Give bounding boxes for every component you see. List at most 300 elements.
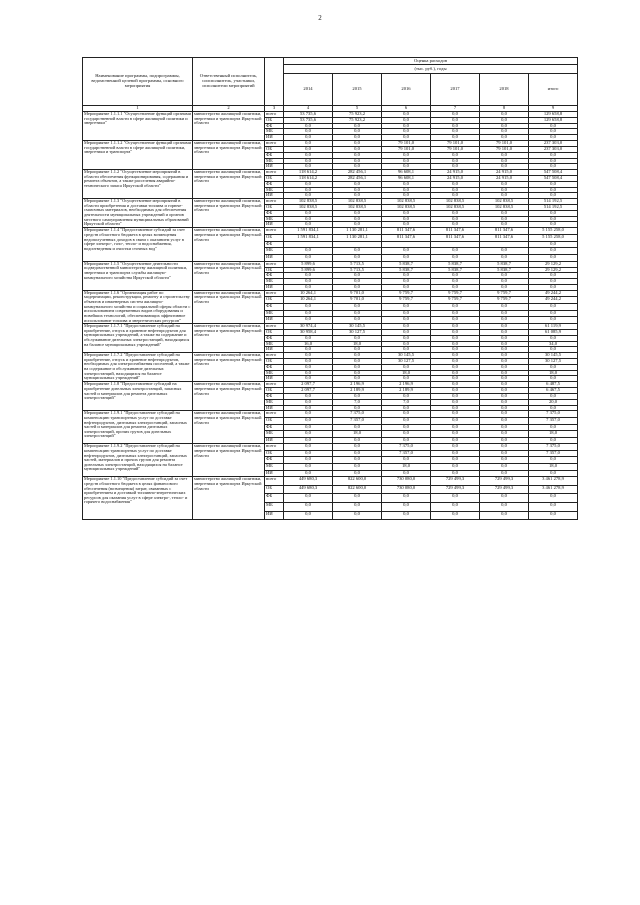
year-value-cell: 0,0 bbox=[333, 457, 382, 464]
year-value-cell: 0,0 bbox=[480, 450, 529, 457]
table-body bbox=[83, 112, 578, 520]
year-value-cell: 0,0 bbox=[382, 437, 431, 444]
total-value-cell: 0,0 bbox=[529, 376, 578, 382]
year-value-cell: 0,0 bbox=[431, 158, 480, 164]
year-value-cell: 0,0 bbox=[284, 123, 333, 129]
year-value-cell: 0,0 bbox=[431, 123, 480, 129]
year-value-cell: 102 838,5 bbox=[284, 205, 333, 211]
year-value-cell: 0,0 bbox=[284, 164, 333, 170]
funding-source: всего bbox=[265, 261, 284, 267]
year-value-cell: 118 614,2 bbox=[284, 175, 333, 181]
year-value-cell: 0,0 bbox=[284, 444, 333, 451]
year-value-cell: 0,0 bbox=[333, 146, 382, 152]
year-value-cell: 0,0 bbox=[480, 399, 529, 405]
year-value-cell: 0,0 bbox=[284, 146, 333, 152]
year-value-cell: 822 600,0 bbox=[333, 477, 382, 486]
year-value-cell: 0,0 bbox=[333, 181, 382, 187]
funding-source: ФБ bbox=[265, 181, 284, 187]
year-value-cell: 7 357,0 bbox=[333, 417, 382, 424]
year-value-cell: 30 145,5 bbox=[382, 353, 431, 359]
year-value-cell: 102 838,5 bbox=[382, 205, 431, 211]
total-value-cell: 0,0 bbox=[529, 129, 578, 135]
funding-source: МБ bbox=[265, 341, 284, 347]
year-value-cell: 9 759,7 bbox=[382, 297, 431, 304]
year-value-cell: 449 680,3 bbox=[284, 485, 333, 494]
year-value-cell bbox=[431, 241, 480, 248]
year-value-cell: 0,0 bbox=[480, 359, 529, 365]
year-value-cell: 0,0 bbox=[480, 193, 529, 199]
year-value-cell: 30 974,4 bbox=[284, 324, 333, 330]
year-value-cell: 0,0 bbox=[431, 117, 480, 123]
year-value-cell: 0,0 bbox=[382, 424, 431, 431]
year-value-cell: 10 264,1 bbox=[284, 297, 333, 304]
year-value-cell: 102 838,5 bbox=[431, 205, 480, 211]
column-index: 8 bbox=[480, 106, 529, 112]
year-value-cell: 30 127,5 bbox=[333, 329, 382, 335]
year-value-cell: 0,0 bbox=[382, 279, 431, 285]
year-value-cell: 0,0 bbox=[333, 187, 382, 193]
year-value-cell: 0,0 bbox=[480, 494, 529, 503]
total-value-cell: 61 119,9 bbox=[529, 324, 578, 330]
funding-source: ОБ bbox=[265, 205, 284, 211]
year-value-cell: 0,0 bbox=[382, 152, 431, 158]
year-value-cell: 79 101,0 bbox=[382, 146, 431, 152]
funding-source: МБ bbox=[265, 431, 284, 438]
year-value-cell: 0,0 bbox=[382, 117, 431, 123]
funding-source: МБ bbox=[265, 248, 284, 255]
year-value-cell: 0,0 bbox=[382, 347, 431, 353]
year-value-cell: 0,0 bbox=[431, 255, 480, 262]
year-value-cell: 102 838,5 bbox=[382, 199, 431, 205]
total-value-cell: 6 467,5 bbox=[529, 388, 578, 394]
year-value-cell: 0,0 bbox=[333, 353, 382, 359]
year-value-cell: 102 838,5 bbox=[431, 199, 480, 205]
year-value-cell: 118 614,2 bbox=[284, 170, 333, 176]
year-value-cell bbox=[480, 241, 529, 248]
funding-source: ОБ bbox=[265, 175, 284, 181]
total-value-cell: 5 155 258,0 bbox=[529, 234, 578, 241]
funding-source: ИИ bbox=[265, 193, 284, 199]
year-value-cell: 0,0 bbox=[382, 470, 431, 477]
year-value-cell: 729 499,3 bbox=[431, 485, 480, 494]
year-value-cell: 0,0 bbox=[431, 310, 480, 317]
funding-source: всего bbox=[265, 444, 284, 451]
column-index: 4 bbox=[284, 106, 333, 112]
year-value-cell: 0,0 bbox=[480, 273, 529, 279]
year-header: 2015 bbox=[333, 74, 382, 106]
total-value-cell: 0,0 bbox=[529, 255, 578, 262]
year-value-cell: 0,0 bbox=[382, 405, 431, 411]
year-value-cell: 0,0 bbox=[480, 164, 529, 170]
year-value-cell: 0,0 bbox=[382, 335, 431, 341]
funding-source: ОБ bbox=[265, 297, 284, 304]
year-value-cell: 0,0 bbox=[480, 222, 529, 228]
year-value-cell: 0,0 bbox=[431, 329, 480, 335]
funding-source: ФБ bbox=[265, 335, 284, 341]
year-value-cell: 0,0 bbox=[480, 405, 529, 411]
year-value-cell: 0,0 bbox=[431, 353, 480, 359]
funding-source: всего bbox=[265, 112, 284, 118]
year-value-cell: 0,0 bbox=[333, 470, 382, 477]
year-value-cell: 0,0 bbox=[333, 494, 382, 503]
year-value-cell: 2 196,9 bbox=[333, 382, 382, 388]
year-value-cell: 9 759,7 bbox=[480, 297, 529, 304]
year-value-cell: 102 838,5 bbox=[480, 199, 529, 205]
funding-source: всего bbox=[265, 290, 284, 297]
total-value-cell: 547 508,4 bbox=[529, 170, 578, 176]
column-index: 7 bbox=[431, 106, 480, 112]
total-header: итого bbox=[529, 74, 578, 106]
year-value-cell: 0,0 bbox=[431, 181, 480, 187]
year-value-cell: 10 264,1 bbox=[284, 290, 333, 297]
funding-source: ОБ bbox=[265, 359, 284, 365]
activity-executor: министерство жилищной политики, энергетики и транспорта Иркутской области bbox=[193, 290, 265, 323]
program-name-header: Наименование программы, подпрограммы, ведомственной целевой программы, основного мероприятия bbox=[83, 58, 193, 106]
funding-source: ИИ bbox=[265, 317, 284, 324]
year-value-cell: 0,0 bbox=[284, 279, 333, 285]
year-value-cell: 0,0 bbox=[431, 341, 480, 347]
year-value-cell: 0,0 bbox=[480, 181, 529, 187]
year-value-cell: 0,0 bbox=[480, 112, 529, 118]
year-value-cell: 811 347,6 bbox=[431, 228, 480, 235]
total-value-cell: 0,0 bbox=[529, 187, 578, 193]
year-value-cell: 0,0 bbox=[333, 135, 382, 141]
funding-source: всего bbox=[265, 353, 284, 359]
year-value-cell: 0,0 bbox=[284, 222, 333, 228]
year-value-cell: 0,0 bbox=[333, 444, 382, 451]
year-value-cell: 0,0 bbox=[480, 347, 529, 353]
year-value-cell: 0,0 bbox=[284, 470, 333, 477]
year-value-cell: 0,0 bbox=[480, 364, 529, 370]
funding-source: ИИ bbox=[265, 284, 284, 290]
funding-source: ИИ bbox=[265, 437, 284, 444]
year-value-cell: 0,0 bbox=[333, 193, 382, 199]
year-value-cell: 1 130 281,1 bbox=[333, 234, 382, 241]
year-value-cell: 5 713,5 bbox=[333, 267, 382, 273]
year-value-cell: 0,0 bbox=[333, 158, 382, 164]
total-value-cell: 3 461 278,9 bbox=[529, 485, 578, 494]
year-value-cell: 0,0 bbox=[284, 216, 333, 222]
total-value-cell: 34,0 bbox=[529, 341, 578, 347]
total-value-cell: 0,0 bbox=[529, 279, 578, 285]
estimate-title: Оценка расходов bbox=[284, 58, 578, 65]
year-value-cell: 0,0 bbox=[284, 141, 333, 147]
year-value-cell: 5 838,7 bbox=[382, 261, 431, 267]
year-value-cell: 0,0 bbox=[480, 417, 529, 424]
year-value-cell: 0,0 bbox=[333, 511, 382, 520]
year-value-cell: 0,0 bbox=[382, 417, 431, 424]
funding-source: ИИ bbox=[265, 164, 284, 170]
year-value-cell: 0,0 bbox=[333, 152, 382, 158]
funding-source: МБ bbox=[265, 399, 284, 405]
year-value-cell: 0,0 bbox=[480, 376, 529, 382]
year-value-cell: 0,0 bbox=[284, 437, 333, 444]
year-value-cell: 0,0 bbox=[480, 123, 529, 129]
funding-source: МБ bbox=[265, 464, 284, 471]
funding-source: ФБ bbox=[265, 457, 284, 464]
year-value-cell: 1 591 834,1 bbox=[284, 234, 333, 241]
year-value-cell: 18,0 bbox=[382, 370, 431, 376]
activity-name: Мероприятие 1.1.7.2 "Предоставление субсидий на приобретение, отпуск и хранение нефтепродуктов, необходимых для электроснабжения поселений, а также на содержание и обслуживание дизельных электростанций, находящихся на балансе муниципальных учреждений" bbox=[83, 353, 193, 382]
year-value-cell: 79 101,0 bbox=[480, 146, 529, 152]
year-value-cell: 7 375,0 bbox=[333, 411, 382, 418]
year-value-cell: 0,0 bbox=[431, 388, 480, 394]
year-value-cell: 0,0 bbox=[431, 279, 480, 285]
year-value-cell: 0,0 bbox=[284, 284, 333, 290]
year-value-cell: 0,0 bbox=[284, 193, 333, 199]
year-value-cell: 0,0 bbox=[382, 317, 431, 324]
year-value-cell: 0,0 bbox=[333, 279, 382, 285]
activity-executor: министерство жилищной политики, энергетики и транспорта Иркутской области bbox=[193, 382, 265, 411]
year-value-cell: 0,0 bbox=[431, 364, 480, 370]
funding-source: ОБ bbox=[265, 117, 284, 123]
total-value-cell: 49 244,2 bbox=[529, 297, 578, 304]
year-value-cell: 102 838,5 bbox=[333, 205, 382, 211]
year-value-cell: 0,0 bbox=[480, 370, 529, 376]
year-value-cell: 53 735,6 bbox=[284, 117, 333, 123]
year-value-cell: 0,0 bbox=[284, 187, 333, 193]
year-value-cell: 0,0 bbox=[431, 417, 480, 424]
year-value-cell: 24 915,0 bbox=[431, 170, 480, 176]
year-value-cell: 0,0 bbox=[382, 393, 431, 399]
year-header: 2017 bbox=[431, 74, 480, 106]
year-value-cell: 102 838,5 bbox=[284, 199, 333, 205]
year-value-cell: 729 499,3 bbox=[431, 477, 480, 486]
year-value-cell: 16,0 bbox=[284, 341, 333, 347]
year-value-cell: 811 347,6 bbox=[480, 228, 529, 235]
year-value-cell: 730 080,0 bbox=[382, 477, 431, 486]
year-value-cell: 0,0 bbox=[480, 248, 529, 255]
year-value-cell: 0,0 bbox=[333, 424, 382, 431]
total-value-cell: 0,0 bbox=[529, 424, 578, 431]
year-value-cell: 811 347,6 bbox=[382, 234, 431, 241]
year-value-cell: 0,0 bbox=[431, 216, 480, 222]
year-value-cell: 75 923,2 bbox=[333, 117, 382, 123]
year-value-cell: 0,0 bbox=[284, 411, 333, 418]
table-row bbox=[83, 228, 578, 235]
year-value-cell: 0,0 bbox=[382, 210, 431, 216]
year-value-cell: 0,0 bbox=[431, 424, 480, 431]
year-value-cell: 0,0 bbox=[480, 511, 529, 520]
year-value-cell: 0,0 bbox=[431, 503, 480, 512]
year-value-cell: 0,0 bbox=[480, 210, 529, 216]
year-value-cell: 24 915,0 bbox=[431, 175, 480, 181]
total-value-cell: 18,0 bbox=[529, 464, 578, 471]
year-header: 2014 bbox=[284, 74, 333, 106]
year-value-cell: 1 130 281,1 bbox=[333, 228, 382, 235]
activity-executor: министерство жилищной политики, энергетики и транспорта Иркутской области bbox=[193, 112, 265, 141]
activity-name: Мероприятие 1.1.9.1 "Предоставление субсидий на компенсацию транспортных услуг по доставке нефтепродуктов, дизельных электростанций, запасных частей и материалов для ремонта дизельных электростанций, прочих грузов для дизельных электростанций" bbox=[83, 411, 193, 444]
year-value-cell: 0,0 bbox=[431, 431, 480, 438]
year-value-cell: 5 713,5 bbox=[333, 261, 382, 267]
activity-name: Мероприятие 1.1.7.1 "Предоставление субсидий на приобретение, отпуск и хранение нефтепродуктов для муниципальных учреждений, а также на содержание и обслуживание дизельных электростанций, находящихся на балансе муниципальных учреждений" bbox=[83, 324, 193, 353]
funding-source: ФБ bbox=[265, 123, 284, 129]
year-value-cell: 0,0 bbox=[480, 310, 529, 317]
year-value-cell: 0,0 bbox=[431, 405, 480, 411]
total-value-cell: 0,0 bbox=[529, 248, 578, 255]
funding-source: ФБ bbox=[265, 364, 284, 370]
funding-source: всего bbox=[265, 170, 284, 176]
year-value-cell: 0,0 bbox=[333, 464, 382, 471]
year-value-cell: 0,0 bbox=[431, 317, 480, 324]
year-value-cell: 0,0 bbox=[480, 382, 529, 388]
year-value-cell: 0,0 bbox=[284, 405, 333, 411]
year-value-cell: 96 608,1 bbox=[382, 170, 431, 176]
year-value-cell: 7 375,0 bbox=[382, 444, 431, 451]
funding-source: ОБ bbox=[265, 146, 284, 152]
activity-name: Мероприятие 1.1.9.2 "Предоставление субсидий на компенсацию транспортных услуг по доставке нефтепродуктов, дизельных электростанций, запасных частей, материалов и прочих грузов для ремонта дизельных электростанций, находящихся на балансе муниципальных учреждений" bbox=[83, 444, 193, 477]
year-value-cell: 79 101,0 bbox=[431, 141, 480, 147]
total-value-cell: 3 461 278,9 bbox=[529, 477, 578, 486]
activity-executor: министерство жилищной политики, энергетики и транспорта Иркутской области bbox=[193, 444, 265, 477]
year-header: 2018 bbox=[480, 74, 529, 106]
activity-name: Мероприятие 1.1.10 "Предоставление субсидий за счет средств областного бюджета в целях финансового обеспечения (возмещения) затрат, связанных с приобретением и доставкой топливно-энергетических ресурсов для оказания услуг в сфере электро-, тепло- и горячего водоснабжения" bbox=[83, 477, 193, 520]
year-value-cell: 0,0 bbox=[284, 399, 333, 405]
funding-source: МБ bbox=[265, 216, 284, 222]
year-value-cell: 9 759,7 bbox=[431, 290, 480, 297]
year-value-cell: 0,0 bbox=[431, 248, 480, 255]
year-value-cell: 53 735,6 bbox=[284, 112, 333, 118]
total-value-cell: 0,0 bbox=[529, 158, 578, 164]
year-value-cell: 0,0 bbox=[333, 503, 382, 512]
column-index: 5 bbox=[333, 106, 382, 112]
year-value-cell: 0,0 bbox=[284, 457, 333, 464]
year-value-cell: 0,0 bbox=[431, 399, 480, 405]
year-value-cell: 0,0 bbox=[382, 411, 431, 418]
year-value-cell: 0,0 bbox=[431, 210, 480, 216]
year-value-cell: 729 499,3 bbox=[480, 477, 529, 486]
total-value-cell: 0,0 bbox=[529, 135, 578, 141]
year-value-cell: 0,0 bbox=[284, 181, 333, 187]
funding-source: ИИ bbox=[265, 222, 284, 228]
year-value-cell: 5 838,7 bbox=[480, 261, 529, 267]
year-value-cell: 0,0 bbox=[333, 141, 382, 147]
activity-name: Мероприятие 1.1.1.1 "Осуществление функций органами государственной власти в сфере жилищной политики и энергетики" bbox=[83, 112, 193, 141]
year-value-cell: 2 189,9 bbox=[382, 388, 431, 394]
total-value-cell: 0,0 bbox=[529, 164, 578, 170]
year-value-cell: 0,0 bbox=[284, 248, 333, 255]
year-value-cell: 0,0 bbox=[333, 370, 382, 376]
total-value-cell: 61 085,9 bbox=[529, 329, 578, 335]
year-value-cell: 0,0 bbox=[333, 284, 382, 290]
year-value-cell: 18,0 bbox=[382, 464, 431, 471]
year-value-cell: 24 915,0 bbox=[480, 170, 529, 176]
year-value-cell: 5 838,7 bbox=[431, 261, 480, 267]
activity-executor: министерство жилищной политики, энергетики и транспорта Иркутской области bbox=[193, 170, 265, 199]
year-value-cell: 0,0 bbox=[382, 273, 431, 279]
year-value-cell: 0,0 bbox=[382, 511, 431, 520]
activity-executor: министерство жилищной политики, энергетики и транспорта Иркутской области bbox=[193, 324, 265, 353]
year-value-cell: 0,0 bbox=[480, 341, 529, 347]
year-value-cell: 0,0 bbox=[431, 222, 480, 228]
year-value-cell: 0,0 bbox=[480, 470, 529, 477]
year-value-cell: 282 456,1 bbox=[333, 170, 382, 176]
year-value-cell: 0,0 bbox=[382, 112, 431, 118]
year-value-cell: 0,0 bbox=[333, 310, 382, 317]
year-value-cell: 0,0 bbox=[431, 152, 480, 158]
year-value-cell: 9 701,0 bbox=[333, 290, 382, 297]
funding-source: ОБ bbox=[265, 450, 284, 457]
total-value-cell: 0,0 bbox=[529, 193, 578, 199]
activity-name: Мероприятие 1.1.4 "Предоставление субсидий за счет средств областного бюджета в целях возмещения недополученных доходов в связи с оказанием услуг в сфере электро-, газо-, тепло- и водоснабжения, водоотведения и очистки сточных вод" bbox=[83, 228, 193, 261]
funding-source: ИИ bbox=[265, 135, 284, 141]
year-value-cell: 0,0 bbox=[284, 129, 333, 135]
total-value-cell: 0,0 bbox=[529, 304, 578, 311]
funding-source: ФБ bbox=[265, 241, 284, 248]
year-value-cell: 18,0 bbox=[333, 431, 382, 438]
total-value-cell: 7 375,0 bbox=[529, 444, 578, 451]
funding-source: всего bbox=[265, 477, 284, 486]
year-value-cell: 0,0 bbox=[382, 364, 431, 370]
year-value-cell: 0,0 bbox=[284, 364, 333, 370]
year-value-cell: 0,0 bbox=[284, 317, 333, 324]
year-value-cell: 0,0 bbox=[333, 164, 382, 170]
year-value-cell: 0,0 bbox=[431, 359, 480, 365]
year-value-cell: 5 838,7 bbox=[431, 267, 480, 273]
year-value-cell: 0,0 bbox=[382, 248, 431, 255]
year-value-cell: 0,0 bbox=[333, 222, 382, 228]
year-value-cell: 0,0 bbox=[333, 129, 382, 135]
year-value-cell: 0,0 bbox=[333, 123, 382, 129]
year-value-cell: 0,0 bbox=[333, 210, 382, 216]
funding-source: ФБ bbox=[265, 152, 284, 158]
year-value-cell: 0,0 bbox=[284, 304, 333, 311]
total-value-cell: 20,0 bbox=[529, 399, 578, 405]
year-value-cell: 102 838,5 bbox=[480, 205, 529, 211]
year-value-cell: 0,0 bbox=[480, 424, 529, 431]
year-value-cell: 0,0 bbox=[382, 129, 431, 135]
year-value-cell: 5 838,7 bbox=[382, 267, 431, 273]
year-value-cell: 0,0 bbox=[480, 353, 529, 359]
activity-executor: министерство жилищной политики, энергетики и транспорта Иркутской области bbox=[193, 228, 265, 261]
total-value-cell: 0,0 bbox=[529, 335, 578, 341]
year-value-cell: 0,0 bbox=[382, 193, 431, 199]
year-value-cell: 0,0 bbox=[284, 494, 333, 503]
total-value-cell: 49 244,2 bbox=[529, 290, 578, 297]
year-value-cell: 30 145,5 bbox=[333, 324, 382, 330]
year-value-cell: 0,0 bbox=[382, 341, 431, 347]
funding-source: ФБ bbox=[265, 424, 284, 431]
funding-source: МБ bbox=[265, 370, 284, 376]
year-value-cell: 0,0 bbox=[480, 152, 529, 158]
year-value-cell: 0,0 bbox=[284, 353, 333, 359]
year-value-cell: 0,0 bbox=[431, 187, 480, 193]
year-value-cell: 0,0 bbox=[431, 129, 480, 135]
funding-source: ИИ bbox=[265, 376, 284, 382]
year-header: 2016 bbox=[382, 74, 431, 106]
funding-source: ИИ bbox=[265, 347, 284, 353]
total-value-cell: 29 129,2 bbox=[529, 267, 578, 273]
year-value-cell: 0,0 bbox=[333, 405, 382, 411]
year-value-cell: 0,0 bbox=[333, 364, 382, 370]
year-value-cell: 0,0 bbox=[480, 158, 529, 164]
year-value-cell: 0,0 bbox=[333, 450, 382, 457]
year-value-cell: 9 759,7 bbox=[382, 290, 431, 297]
total-value-cell: 129 658,8 bbox=[529, 117, 578, 123]
year-value-cell: 0,0 bbox=[284, 417, 333, 424]
year-value-cell: 18,0 bbox=[333, 341, 382, 347]
total-value-cell: 237 303,0 bbox=[529, 146, 578, 152]
year-value-cell: 282 456,1 bbox=[333, 175, 382, 181]
total-value-cell: 5 155 258,0 bbox=[529, 228, 578, 235]
column-index: 3 bbox=[265, 106, 284, 112]
total-value-cell: 7 357,0 bbox=[529, 417, 578, 424]
year-value-cell: 0,0 bbox=[431, 464, 480, 471]
year-value-cell: 0,0 bbox=[333, 393, 382, 399]
year-value-cell: 0,0 bbox=[480, 187, 529, 193]
year-value-cell: 0,0 bbox=[480, 411, 529, 418]
funding-source: МБ bbox=[265, 187, 284, 193]
